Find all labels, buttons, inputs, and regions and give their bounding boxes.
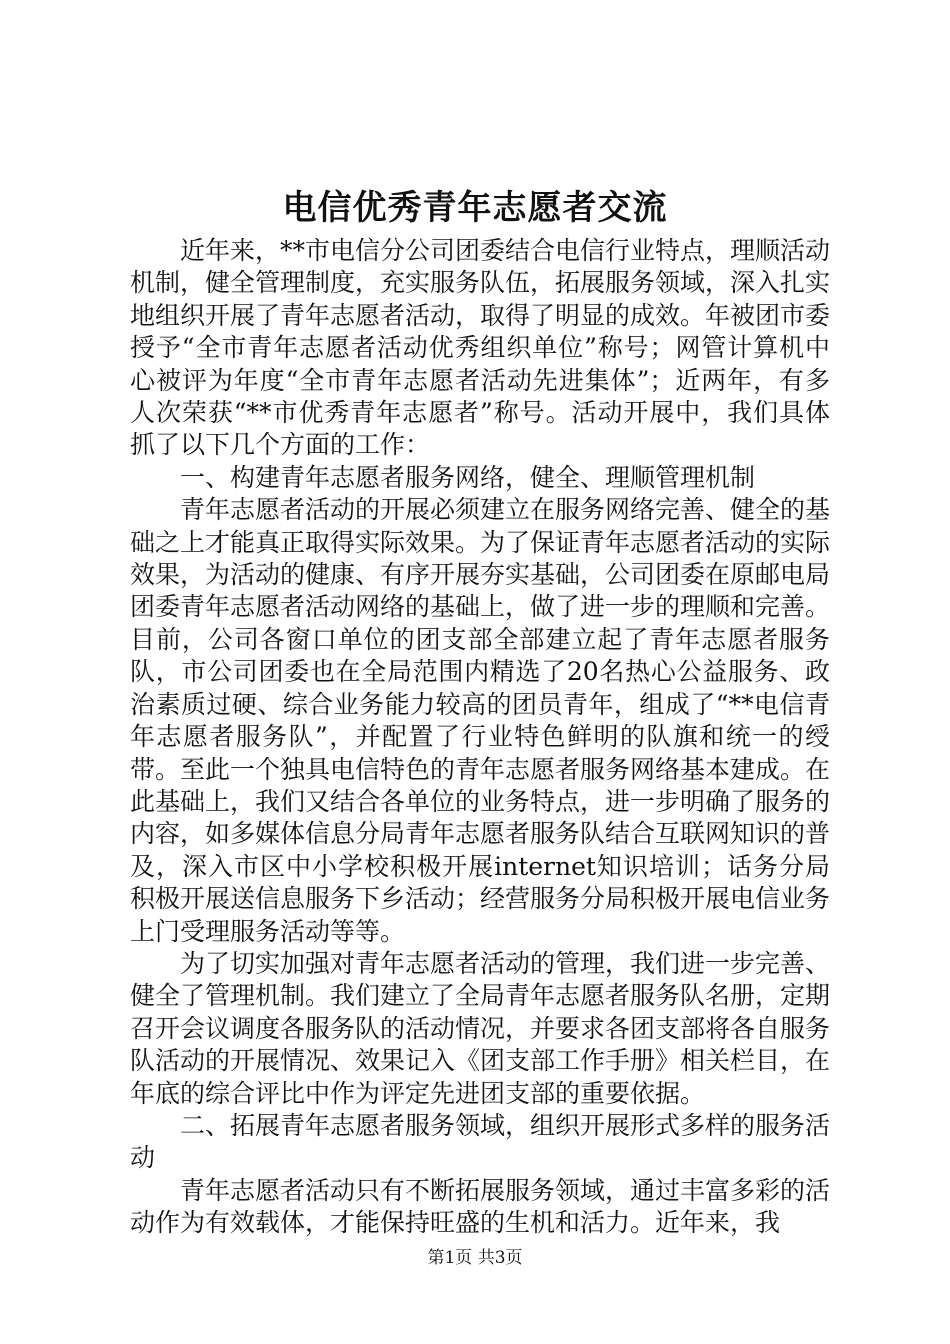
section-heading-2: 二、拓展青年志愿者服务领域，组织开展形式多样的服务活动 — [130, 1110, 831, 1173]
paragraph-intro: 近年来，**市电信分公司团委结合电信行业特点，理顺活动机制，健全管理制度，充实服务队伍，拓展服务领域，深入扎实地组织开展了青年志愿者活动，取得了明显的成效。年被团市委授予“全市青年志愿者活动优秀组织单位”称号；网管计算机中心被评为年度“全市青年志愿者活动先进集体”；近两年，有多人次荣获“**市优秀青年志愿者”称号。活动开展中，我们具体抓了以下几个方面的工作： — [130, 236, 831, 460]
page-footer: 第1页 共3页 — [427, 1248, 523, 1268]
section-heading-1: 一、构建青年志愿者服务网络，健全、理顺管理机制 — [180, 462, 756, 492]
paragraph-management: 为了切实加强对青年志愿者活动的管理，我们进一步完善、健全了管理机制。我们建立了全局青年志愿者服务队名册，定期召开会议调度各服务队的活动情况，并要求各团支部将各自服务队活动的开展情况、效果记入《团支部工作手册》相关栏目，在年底的综合评比中作为评定先进团支部的重要依据。 — [130, 948, 831, 1108]
paragraph-network: 青年志愿者活动的开展必须建立在服务网络完善、健全的基础之上才能真正取得实际效果。为了保证青年志愿者活动的实际效果，为活动的健康、有序开展夯实基础，公司团委在原邮电局团委青年志愿者活动网络的基础上，做了进一步的理顺和完善。目前，公司各窗口单位的团支部全部建立起了青年志愿者服务队，市公司团委也在全局范围内精选了20名热心公益服务、政治素质过硬、综合业务能力较高的团员青年，组成了“**电信青年志愿者服务队”，并配置了行业特色鲜明的队旗和统一的绶带。至此一个独具电信特色的青年志愿者服务网络基本建成。在此基础上，我们又结合各单位的业务特点，进一步明确了服务的内容，如多媒体信息分局青年志愿者服务队结合互联网知识的普及，深入市区中小学校积极开展internet知识培训；话务分局积极开展送信息服务下乡活动；经营服务分局积极开展电信业务上门受理服务活动等等。 — [130, 495, 831, 946]
document-body — [130, 235, 830, 1240]
document-title: 电信优秀青年志愿者交流 — [282, 188, 668, 228]
paragraph-activities: 青年志愿者活动只有不断拓展服务领域，通过丰富多彩的活动作为有效载体，才能保持旺盛的生机和活力。近年来，我 — [130, 1175, 831, 1238]
